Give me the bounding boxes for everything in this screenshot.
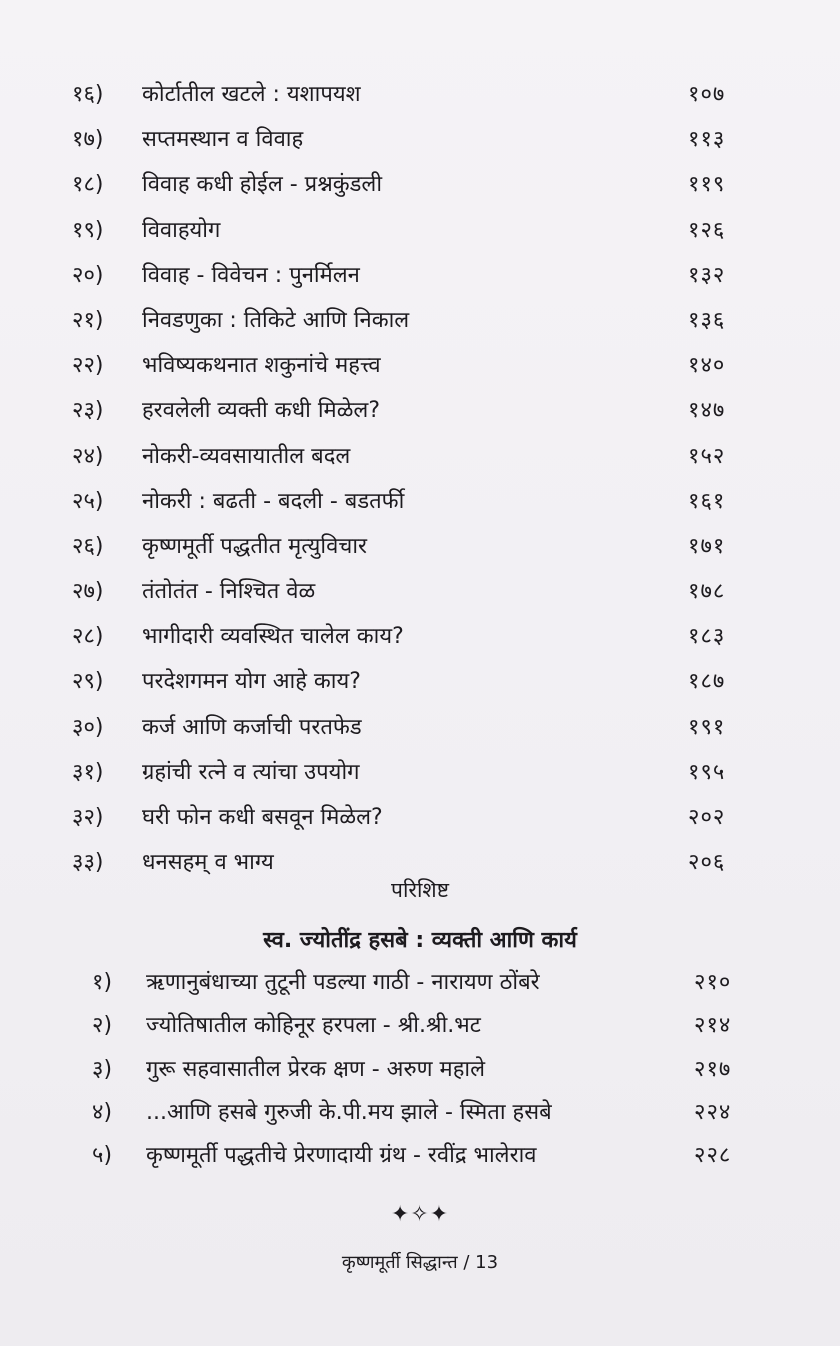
entry-title: विवाह कधी होईल - प्रश्नकुंडली <box>142 172 383 198</box>
entry-number: ३२) <box>72 805 104 830</box>
appendix-entry <box>0 1003 840 1046</box>
entry-page-number: १७१ <box>688 533 726 559</box>
entry-title: भविष्यकथनात शकुनांचे महत्त्व <box>142 353 381 379</box>
entry-title: विवाहयोग <box>142 217 221 243</box>
appendix-subheading: स्व. ज्योतींद्र हसबे : व्यक्ती आणि कार्य <box>263 928 577 953</box>
toc-entry <box>0 388 840 433</box>
entry-title: कृष्णमूर्ती पद्धतीत मृत्युविचार <box>142 533 368 559</box>
entry-page-number: २०६ <box>688 850 726 876</box>
toc-entry <box>0 659 840 704</box>
appendix-entry <box>0 960 840 1003</box>
entry-page-number: २०२ <box>688 805 726 830</box>
entry-number: १) <box>92 970 113 995</box>
entry-page-number: ११३ <box>688 127 726 153</box>
entry-page-number: १४० <box>688 353 726 379</box>
entry-page-number: १८७ <box>688 669 726 695</box>
entry-number: १७) <box>72 127 104 153</box>
page-footer: कृष्णमूर्ती सिद्धान्त / 13 <box>341 1252 499 1273</box>
entry-page-number: १२६ <box>688 217 726 243</box>
toc-entry <box>0 569 840 614</box>
entry-number: ४) <box>92 1099 113 1125</box>
entry-title: ऋणानुबंधाच्या तुटूनी पडल्या गाठी - नारायण ठोंबरे <box>146 970 540 995</box>
entry-number: २४) <box>72 443 104 469</box>
entry-page-number: १६१ <box>688 488 726 514</box>
entry-number: २०) <box>72 262 104 288</box>
entry-number: १६) <box>72 82 104 107</box>
entry-number: ३३) <box>72 850 104 876</box>
toc-entry <box>0 705 840 750</box>
entry-title: घरी फोन कधी बसवून मिळेल? <box>142 805 383 830</box>
entry-number: ५) <box>92 1143 113 1169</box>
entry-title: नोकरी : बढती - बदली - बडतर्फी <box>142 488 405 514</box>
toc-entry <box>0 434 840 479</box>
appendix-heading: परिशिष्ट <box>391 878 449 902</box>
entry-page-number: १९१ <box>688 714 726 740</box>
entry-title: ज्योतिषातील कोहिनूर हरपला - श्री.श्री.भट <box>146 1013 481 1039</box>
toc-entry <box>0 117 840 162</box>
entry-number: १९) <box>72 217 104 243</box>
appendix-entry <box>0 1133 840 1176</box>
entry-number: २५) <box>72 488 104 514</box>
toc-entry <box>0 479 840 524</box>
entry-page-number: २१४ <box>694 1013 732 1039</box>
toc-entry <box>0 298 840 343</box>
toc-entry <box>0 750 840 795</box>
entry-page-number: २१७ <box>694 1056 732 1082</box>
toc-entry <box>0 72 840 117</box>
appendix-entry <box>0 1047 840 1090</box>
entry-number: २२) <box>72 353 104 379</box>
entry-page-number: १९५ <box>688 759 726 785</box>
entry-title: भागीदारी व्यवस्थित चालेल काय? <box>142 624 404 650</box>
entry-page-number: १८३ <box>688 624 726 650</box>
entry-number: ३०) <box>72 714 104 740</box>
entry-number: २७) <box>72 579 104 605</box>
entry-title: कर्ज आणि कर्जाची परतफेड <box>142 714 362 740</box>
toc-entry <box>0 795 840 840</box>
entry-title: कोर्टातील खटले : यशापयश <box>142 82 361 107</box>
entry-page-number: १५२ <box>688 443 726 469</box>
entry-title: ...आणि हसबे गुरुजी के.पी.मय झाले - स्मिता हसबे <box>146 1099 552 1125</box>
toc-entry <box>0 162 840 207</box>
entry-number: २६) <box>72 533 104 559</box>
toc-entry <box>0 614 840 659</box>
entry-page-number: ११९ <box>688 172 726 198</box>
entry-title: तंतोतंत - निश्चित वेळ <box>142 579 316 605</box>
entry-number: २) <box>92 1013 113 1039</box>
appendix-list <box>0 960 840 1176</box>
entry-number: २९) <box>72 669 104 695</box>
entry-title: कृष्णमूर्ती पद्धतीचे प्रेरणादायी ग्रंथ - रवींद्र भालेराव <box>146 1143 537 1169</box>
entry-title: हरवलेली व्यक्ती कधी मिळेल? <box>142 398 381 424</box>
entry-title: गुरू सहवासातील प्रेरक क्षण - अरुण महाले <box>146 1056 486 1082</box>
table-of-contents <box>0 72 840 885</box>
entry-title: सप्तमस्थान व विवाह <box>142 127 304 153</box>
entry-title: नोकरी-व्यवसायातील बदल <box>142 443 351 469</box>
toc-entry <box>0 524 840 569</box>
entry-number: ३) <box>92 1056 113 1082</box>
entry-number: २१) <box>72 307 104 333</box>
entry-number: ३१) <box>72 759 104 785</box>
entry-title: विवाह - विवेचन : पुनर्मिलन <box>142 262 360 288</box>
entry-page-number: २२८ <box>694 1143 732 1169</box>
ornament-divider: ✦✧✦ <box>390 1202 450 1227</box>
toc-entry <box>0 343 840 388</box>
entry-page-number: १३६ <box>688 307 726 333</box>
entry-title: परदेशगमन योग आहे काय? <box>142 669 361 695</box>
entry-number: १८) <box>72 172 104 198</box>
entry-page-number: १७८ <box>688 579 726 605</box>
entry-number: २३) <box>72 398 104 424</box>
entry-title: धनसहम् व भाग्य <box>142 850 274 876</box>
entry-title: निवडणुका : तिकिटे आणि निकाल <box>142 307 410 333</box>
entry-page-number: १३२ <box>688 262 726 288</box>
entry-page-number: २२४ <box>694 1099 732 1125</box>
entry-title: ग्रहांची रत्ने व त्यांचा उपयोग <box>142 759 360 785</box>
entry-page-number: १४७ <box>688 398 726 424</box>
entry-page-number: २१० <box>694 970 732 995</box>
entry-number: २८) <box>72 624 104 650</box>
entry-page-number: १०७ <box>688 82 726 107</box>
appendix-entry <box>0 1090 840 1133</box>
toc-entry <box>0 253 840 298</box>
toc-entry <box>0 208 840 253</box>
